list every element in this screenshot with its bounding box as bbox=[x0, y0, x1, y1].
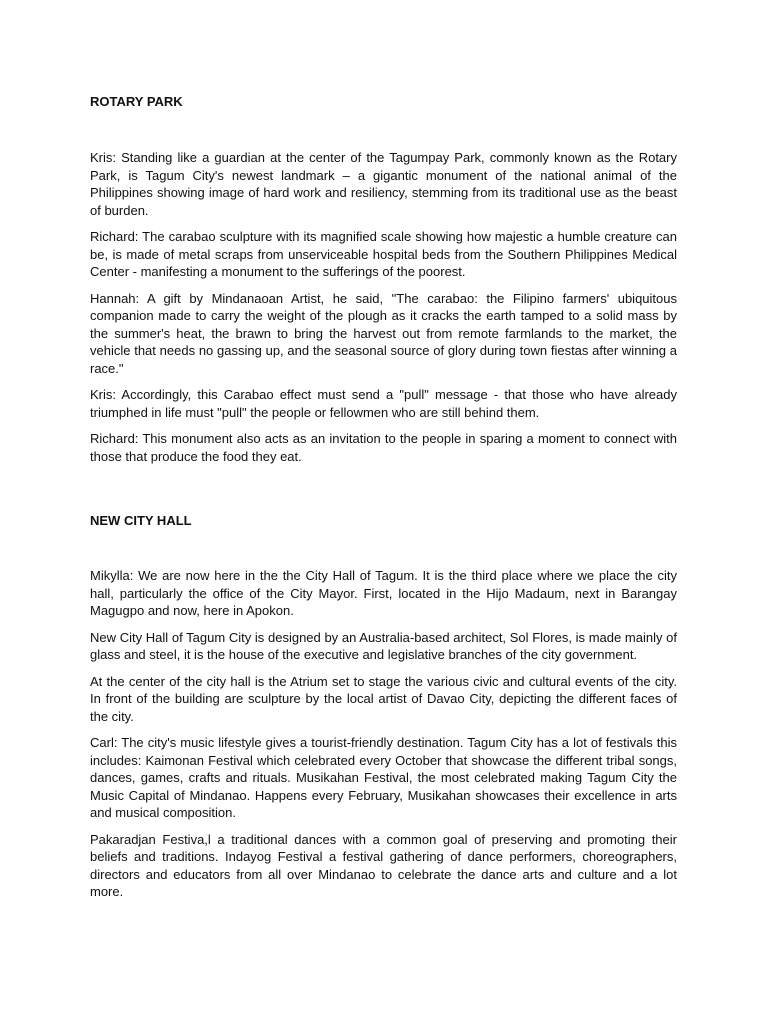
paragraph: Richard: This monument also acts as an invitation to the people in sparing a moment to connect with those that produce the food they eat. bbox=[90, 431, 677, 464]
section-heading-new-city-hall: NEW CITY HALL bbox=[90, 513, 192, 528]
paragraph: Pakaradjan Festiva,l a traditional dances with a common goal of preserving and promoting their beliefs and traditions. Indayog Festival a festival gathering of dance performers, choreographers, directors and educators from all over Mindanao to celebrate the dance arts and culture and a lot more. bbox=[90, 831, 677, 899]
paragraph: Hannah: A gift by Mindanaoan Artist, he said, "The carabao: the Filipino farmers' ubiquitous companion made to carry the weight of the plough as it cracks the earth tamped to a solid mass by the summer's heat, the brawn to bring the harvest out from remote farmlands to the market, the vehicle that needs no gassing up, and the seasonal source of glory during town fiestas after winning a race." bbox=[90, 290, 677, 376]
section-rotary-park-body bbox=[90, 149, 677, 474]
paragraph: At the center of the city hall is the Atrium set to stage the various civic and cultural events of the city. In front of the building are sculpture by the local artist of Davao City, depicting the different faces of the city. bbox=[90, 673, 677, 724]
section-new-city-hall-body bbox=[90, 567, 677, 910]
paragraph: Mikylla: We are now here in the the City Hall of Tagum. It is the third place where we place the city hall, particularly the office of the City Mayor. First, located in the Hijo Madaum, next in Barangay Magugpo and now, here in Apokon. bbox=[90, 568, 677, 618]
paragraph: Kris: Standing like a guardian at the center of the Tagumpay Park, commonly known as the Rotary Park, is Tagum City's newest landmark – a gigantic monument of the national animal of the Philippines showing image of hard work and resiliency, stemming from its traditional use as the beast of burden. bbox=[90, 150, 677, 218]
paragraph: New City Hall of Tagum City is designed by an Australia-based architect, Sol Flores, is made mainly of glass and steel, it is the house of the executive and legislative branches of the city government. bbox=[90, 629, 677, 662]
paragraph: Richard: The carabao sculpture with its magnified scale showing how majestic a humble creature can be, is made of metal scraps from unserviceable hospital beds from the Southern Philippines Medical Center - manifesting a monument to the sufferings of the poorest. bbox=[90, 229, 677, 279]
section-heading-rotary-park: ROTARY PARK bbox=[90, 94, 183, 109]
paragraph: Carl: The city's music lifestyle gives a tourist-friendly destination. Tagum City has a lot of festivals this includes: Kaimonan Festival which celebrated every October that showcase the different tribal songs, dances, games, crafts and rituals. Musikahan Festival, the most celebrated making Tagum City the Music Capital of Mindanao. Happens every February, Musikahan showcases their excellence in arts and musical composition. bbox=[90, 735, 677, 820]
paragraph: Kris: Accordingly, this Carabao effect must send a "pull" message - that those who have already triumphed in life must "pull" the people or fellowmen who are still behind them. bbox=[90, 387, 677, 420]
